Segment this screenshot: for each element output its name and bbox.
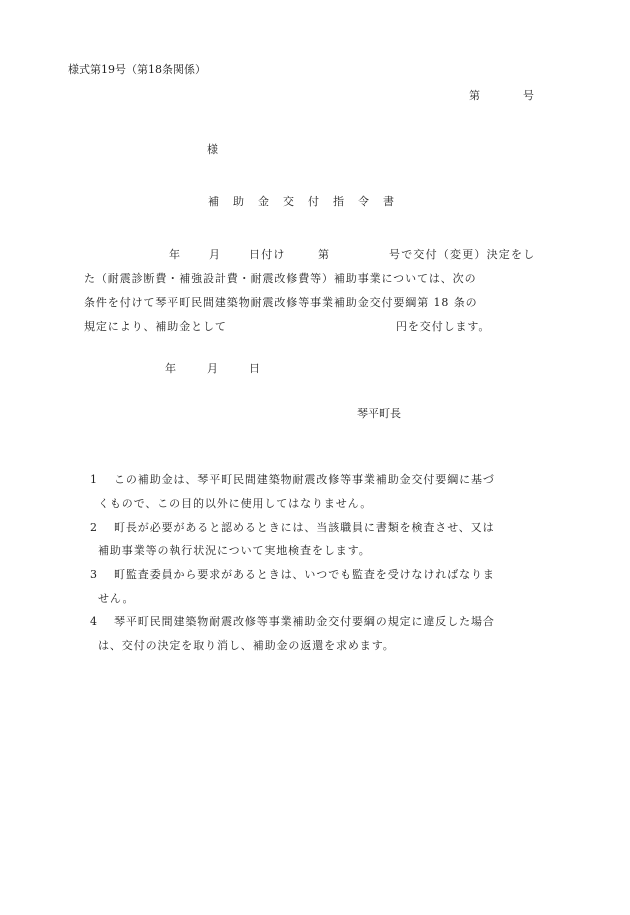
title-char: 補	[208, 195, 219, 208]
document-number-suffix: 号	[523, 89, 534, 102]
condition-text-line: 町監査委員から要求があるときは、いつでも監査を受けなければなりま	[114, 568, 495, 581]
title-char: 助	[233, 195, 244, 208]
title-char: 指	[333, 195, 344, 208]
title-char: 付	[308, 195, 319, 208]
addressee-honorific: 様	[207, 143, 218, 156]
body-line-3: 条件を付けて琴平町民間建築物耐震改修等事業補助金交付要綱第 18 条の	[84, 296, 478, 309]
title-char: 交	[283, 195, 294, 208]
condition-text-line: 町長が必要があると認めるときには、当該職員に書類を検査させ、又は	[114, 521, 495, 534]
body-line-1: 号で交付（変更）決定をし	[389, 248, 536, 261]
issuer-name: 琴平町長	[357, 407, 401, 420]
condition-number: 2	[90, 521, 97, 534]
body-month-label: 月	[209, 248, 220, 261]
condition-text-line: 補助事業等の執行状況について実地検査をします。	[98, 544, 371, 557]
condition-text-line: せん。	[98, 592, 135, 605]
title-char: 書	[383, 195, 394, 208]
form-number-label: 様式第19号（第18条関係）	[68, 63, 206, 76]
date-day-label: 日	[249, 362, 260, 375]
condition-text-line: 琴平町民間建築物耐震改修等事業補助金交付要綱の規定に違反した場合	[114, 615, 495, 628]
body-line-4-suffix: 円を交付します。	[396, 320, 491, 333]
title-char: 令	[358, 195, 369, 208]
document-title	[208, 195, 394, 209]
condition-text-line: この補助金は、琴平町民間建築物耐震改修等事業補助金交付要綱に基づ	[114, 473, 495, 486]
body-line-2: た（耐震診断費・補強設計費・耐震改修費等）補助事業については、次の	[84, 272, 477, 285]
body-year-label: 年	[169, 248, 180, 261]
body-line-4-prefix: 規定により、補助金として	[84, 320, 227, 333]
body-number-prefix: 第	[318, 248, 329, 261]
title-char: 金	[258, 195, 269, 208]
condition-text-line: は、交付の決定を取り消し、補助金の返還を求めます。	[98, 639, 395, 652]
date-year-label: 年	[165, 362, 176, 375]
document-number-prefix: 第	[469, 89, 480, 102]
condition-number: 1	[90, 473, 97, 486]
condition-number: 3	[90, 568, 97, 581]
body-day-label: 日付け	[249, 248, 286, 261]
date-month-label: 月	[207, 362, 218, 375]
condition-text-line: くもので、この目的以外に使用してはなりません。	[98, 497, 373, 510]
condition-number: 4	[90, 615, 97, 628]
